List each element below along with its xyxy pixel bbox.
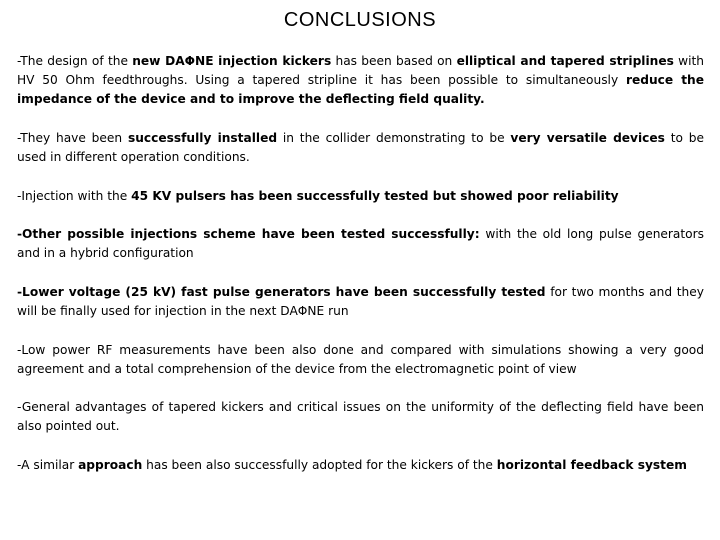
conclusion-paragraph-25kv-generators [17, 283, 704, 321]
body-text: -Low power RF measurements have been also done and compared with simulations showing a very good agreement and a total comprehension of the device from the electromagnetic point of view [17, 343, 704, 376]
body-text: -A similar [17, 458, 79, 472]
emphasized-text: -Other possible injections scheme have been tested successfully: [17, 227, 480, 241]
emphasized-text: very versatile devices [510, 131, 665, 145]
emphasized-text: approach [78, 458, 143, 472]
emphasized-text: elliptical and tapered striplines [456, 54, 674, 68]
conclusion-paragraph-feedback-system [17, 456, 704, 475]
conclusion-paragraph-installed [17, 129, 704, 167]
emphasized-text: -Lower voltage (25 kV) fast pulse generators have been successfully tested [17, 285, 546, 299]
body-text: -Injection with the [17, 189, 132, 203]
body-text: -The design of the [17, 54, 133, 68]
body-text: in the collider demonstrating to be [277, 131, 511, 145]
emphasized-text: successfully installed [127, 131, 278, 145]
page-title: CONCLUSIONS [283, 9, 437, 31]
conclusion-paragraph-rf-measurements [17, 341, 704, 379]
emphasized-text: reduce the impedance of the device and to improve the deflecting field quality. [17, 73, 705, 106]
emphasized-text: 45 KV pulsers has been successfully tested but showed poor reliability [131, 189, 619, 203]
conclusion-paragraph-45kv-pulsers [17, 187, 704, 206]
body-text: -They have been [17, 131, 128, 145]
body-text: for two months and they will be finally used for injection in the next DAΦNE run [17, 285, 704, 318]
body-text: has been also successfully adopted for the kickers of the [142, 458, 497, 472]
body-text: has been based on [331, 54, 457, 68]
body-text: with the old long pulse generators and in a hybrid configuration [17, 227, 704, 260]
conclusion-paragraph-injection-schemes [17, 225, 704, 263]
body-text: to be used in different operation conditions. [17, 131, 705, 164]
emphasized-text: horizontal feedback system [496, 458, 687, 472]
body-text: with HV 50 Ohm feedthroughs. Using a tapered stripline it has been possible to simultaneously [17, 54, 705, 87]
body-text: -General advantages of tapered kickers and critical issues on the uniformity of the deflecting field have been also pointed out. [17, 400, 704, 433]
emphasized-text: new DAΦNE injection kickers [132, 54, 332, 68]
conclusion-paragraph-design [17, 52, 704, 109]
conclusion-paragraph-tapered-kickers [17, 398, 704, 436]
